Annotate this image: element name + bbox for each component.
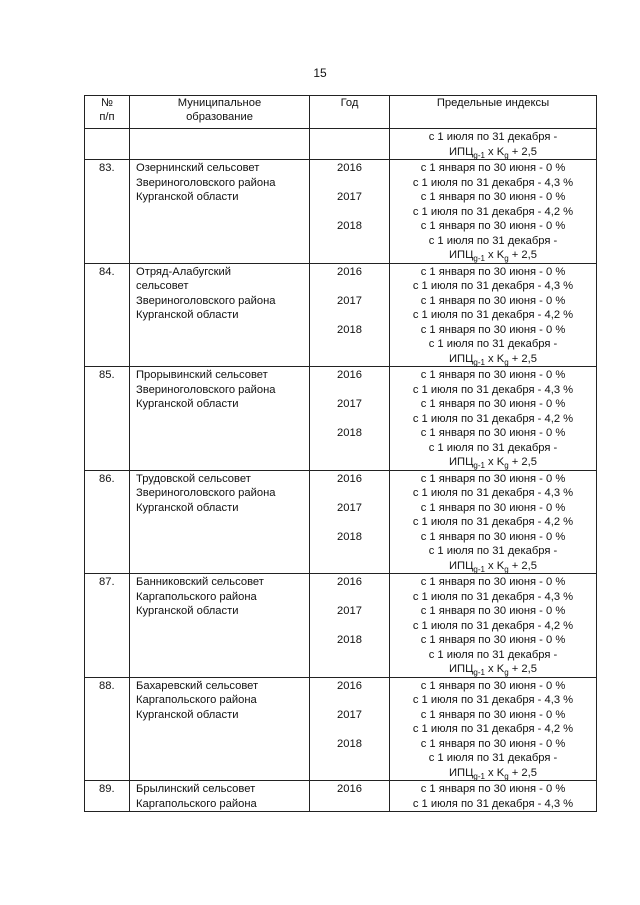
limit-line: с 1 июля по 31 декабря - 4,2 % <box>412 619 574 632</box>
header-municipality-line2: образование <box>186 111 253 123</box>
limit-line: с 1 июля по 31 декабря - <box>428 234 558 247</box>
limit-line: с 1 июля по 31 декабря - 4,2 % <box>412 412 574 425</box>
row-num: 85. <box>85 367 130 471</box>
limit-line: с 1 января по 30 июня - 0 % <box>420 191 566 203</box>
formula-k: x K <box>484 559 505 572</box>
year-value: 2016 <box>337 679 362 692</box>
formula-sub2: g <box>504 150 509 160</box>
municipality-line: Курганской области <box>136 309 239 321</box>
limit-line: с 1 июля по 31 декабря - 4,3 % <box>412 694 574 706</box>
row-municipality <box>130 470 310 574</box>
row-num: 83. <box>85 160 130 264</box>
row-num: 88. <box>85 677 130 781</box>
row-municipality <box>130 160 310 264</box>
row-num: 87. <box>85 574 130 678</box>
limit-formula <box>390 662 596 677</box>
header-num <box>85 96 130 129</box>
table-row <box>85 470 597 574</box>
limit-formula <box>390 455 596 470</box>
municipality-line: Звериноголовского района <box>136 383 276 396</box>
row-num: 86. <box>85 470 130 574</box>
municipality-line: Каргапольского района <box>136 694 257 706</box>
header-num-line1: № <box>100 97 113 109</box>
year-value: 2018 <box>337 530 362 543</box>
municipality-line: Отряд-Алабугский <box>136 265 232 278</box>
tariff-index-table <box>84 95 597 812</box>
table-row-last <box>85 781 597 812</box>
limit-line: с 1 июля по 31 декабря - <box>428 648 558 661</box>
limit-line: с 1 июля по 31 декабря - 4,2 % <box>412 516 574 528</box>
row-limits <box>390 263 597 367</box>
formula-plus: + 2,5 <box>508 766 537 779</box>
continuation-name <box>130 129 310 160</box>
row-limits <box>390 470 597 574</box>
formula-cpi: ИПЦ <box>449 559 474 572</box>
formula-sub: g-1 <box>473 461 485 470</box>
formula-k: x K <box>484 249 505 261</box>
limit-line: с 1 января по 30 июня - 0 % <box>420 427 566 439</box>
limit-formula <box>390 145 596 160</box>
municipality-line: Курганской области <box>136 501 239 514</box>
limit-line: с 1 января по 30 июня - 0 % <box>420 323 566 336</box>
formula-plus: + 2,5 <box>508 145 537 158</box>
row-years <box>310 470 390 574</box>
formula-plus: + 2,5 <box>508 559 537 572</box>
limit-formula <box>390 248 596 263</box>
row-num: 84. <box>85 263 130 367</box>
row-limits <box>390 160 597 264</box>
limit-line: с 1 июля по 31 декабря - <box>428 545 558 557</box>
formula-sub2: g <box>504 254 509 263</box>
limit-line: с 1 января по 30 июня - 0 % <box>420 634 566 646</box>
formula-cpi: ИПЦ <box>449 352 474 365</box>
formula-sub: g-1 <box>473 357 485 367</box>
year-value: 2018 <box>337 634 362 646</box>
municipality-line: Звериноголовского района <box>136 294 276 307</box>
limit-line: с 1 июля по 31 декабря - 4,3 % <box>412 176 574 189</box>
formula-sub: g-1 <box>473 668 485 677</box>
row-municipality <box>130 781 310 812</box>
header-num-line2: п/п <box>99 111 115 123</box>
formula-sub: g-1 <box>473 564 485 574</box>
continuation-limits <box>390 129 597 160</box>
limit-line: с 1 июля по 31 декабря - <box>428 131 558 143</box>
year-value: 2016 <box>337 783 362 795</box>
year-value: 2016 <box>337 369 362 381</box>
table-row <box>85 160 597 264</box>
continuation-num <box>85 129 130 160</box>
year-value: 2017 <box>337 501 362 514</box>
limit-line: с 1 июля по 31 декабря - 4,2 % <box>412 723 574 735</box>
limit-line: с 1 января по 30 июня - 0 % <box>420 501 566 514</box>
table-row <box>85 574 597 678</box>
year-value: 2017 <box>337 294 362 307</box>
header-year: Год <box>310 96 390 129</box>
table-row <box>85 677 597 781</box>
row-limits <box>390 367 597 471</box>
row-years <box>310 367 390 471</box>
limit-line: с 1 января по 30 июня - 0 % <box>420 679 566 692</box>
limit-formula <box>390 559 596 574</box>
municipality-line: Брылинский сельсовет <box>136 783 256 795</box>
year-value: 2018 <box>337 323 362 336</box>
limit-line: с 1 января по 30 июня - 0 % <box>420 737 566 750</box>
limit-line: с 1 января по 30 июня - 0 % <box>420 265 566 278</box>
limit-line: с 1 июля по 31 декабря - <box>428 338 558 350</box>
year-value: 2016 <box>337 472 362 485</box>
table-header-row <box>85 96 597 129</box>
limit-line: с 1 июля по 31 декабря - <box>428 441 558 454</box>
limit-line: с 1 января по 30 июня - 0 % <box>420 398 566 410</box>
municipality-line: Курганской области <box>136 708 239 721</box>
limit-line: с 1 июля по 31 декабря - 4,3 % <box>412 590 574 603</box>
municipality-line: Каргапольского района <box>136 590 257 603</box>
municipality-line: Курганской области <box>136 398 239 410</box>
limit-line: с 1 января по 30 июня - 0 % <box>420 708 566 721</box>
municipality-line: Звериноголовского района <box>136 487 276 499</box>
row-years <box>310 263 390 367</box>
limit-line: с 1 июля по 31 декабря - 4,3 % <box>412 487 574 499</box>
year-value: 2016 <box>337 576 362 588</box>
formula-sub2: g <box>504 771 509 781</box>
row-years <box>310 574 390 678</box>
formula-cpi: ИПЦ <box>449 456 474 468</box>
municipality-line: Курганской области <box>136 191 239 203</box>
limit-line: с 1 января по 30 июня - 0 % <box>420 369 566 381</box>
formula-sub2: g <box>504 668 509 677</box>
limit-line: с 1 января по 30 июня - 0 % <box>420 294 566 307</box>
municipality-line: Курганской области <box>136 605 239 617</box>
formula-plus: + 2,5 <box>508 249 537 261</box>
row-municipality <box>130 677 310 781</box>
limit-formula <box>390 766 596 781</box>
formula-k: x K <box>484 352 505 365</box>
formula-sub: g-1 <box>473 254 485 263</box>
formula-k: x K <box>484 145 505 158</box>
continuation-year <box>310 129 390 160</box>
formula-k: x K <box>484 766 505 779</box>
limit-line: с 1 июля по 31 декабря - <box>428 752 558 764</box>
row-limits <box>390 677 597 781</box>
formula-sub: g-1 <box>473 771 485 781</box>
municipality-line: Каргапольского района <box>136 797 257 810</box>
limit-line: с 1 января по 30 июня - 0 % <box>420 576 566 588</box>
formula-plus: + 2,5 <box>508 352 537 365</box>
municipality-line: Трудовской сельсовет <box>136 472 251 485</box>
row-municipality <box>130 367 310 471</box>
limit-formula <box>390 352 596 367</box>
limit-line: с 1 июля по 31 декабря - 4,3 % <box>412 797 574 810</box>
formula-sub2: g <box>504 461 509 470</box>
formula-cpi: ИПЦ <box>449 766 474 779</box>
header-municipality <box>130 96 310 129</box>
formula-sub: g-1 <box>473 150 485 160</box>
limit-line: с 1 июля по 31 декабря - 4,2 % <box>412 205 574 218</box>
year-value: 2017 <box>337 398 362 410</box>
year-value: 2017 <box>337 605 362 617</box>
year-value: 2017 <box>337 708 362 721</box>
municipality-line: Звериноголовского района <box>136 176 276 189</box>
limit-line: с 1 июля по 31 декабря - 4,2 % <box>412 309 574 321</box>
year-value: 2017 <box>337 191 362 203</box>
year-value: 2016 <box>337 162 362 174</box>
row-limits <box>390 574 597 678</box>
row-years <box>310 160 390 264</box>
formula-cpi: ИПЦ <box>449 249 474 261</box>
limit-line: с 1 января по 30 июня - 0 % <box>420 220 566 232</box>
table-row <box>85 367 597 471</box>
row-num: 89. <box>85 781 130 812</box>
row-limits <box>390 781 597 812</box>
header-municipality-line1: Муниципальное <box>177 97 262 109</box>
formula-cpi: ИПЦ <box>449 145 474 158</box>
formula-sub2: g <box>504 357 509 367</box>
continuation-row <box>85 129 597 160</box>
formula-cpi: ИПЦ <box>449 663 474 675</box>
header-limits: Предельные индексы <box>390 96 597 129</box>
municipality-line: сельсовет <box>136 280 189 292</box>
limit-line: с 1 января по 30 июня - 0 % <box>420 530 566 543</box>
limit-line: с 1 июля по 31 декабря - 4,3 % <box>412 383 574 396</box>
limit-line: с 1 января по 30 июня - 0 % <box>420 162 566 174</box>
limit-line: с 1 января по 30 июня - 0 % <box>420 472 566 485</box>
year-value: 2016 <box>337 265 362 278</box>
formula-plus: + 2,5 <box>508 663 537 675</box>
formula-k: x K <box>484 663 505 675</box>
formula-plus: + 2,5 <box>508 456 537 468</box>
formula-k: x K <box>484 456 505 468</box>
row-municipality <box>130 263 310 367</box>
row-municipality <box>130 574 310 678</box>
municipality-line: Озернинский сельсовет <box>136 162 260 174</box>
limit-line: с 1 июля по 31 декабря - 4,3 % <box>412 280 574 292</box>
municipality-line: Бахаревский сельсовет <box>136 679 259 692</box>
page-number: 15 <box>313 66 327 80</box>
formula-sub2: g <box>504 564 509 574</box>
table-row <box>85 263 597 367</box>
limit-line: с 1 января по 30 июня - 0 % <box>420 605 566 617</box>
year-value: 2018 <box>337 737 362 750</box>
municipality-line: Банниковский сельсовет <box>136 576 264 588</box>
municipality-line: Прорывинский сельсовет <box>136 369 268 381</box>
year-value: 2018 <box>337 220 362 232</box>
row-years <box>310 781 390 812</box>
row-years <box>310 677 390 781</box>
year-value: 2018 <box>337 427 362 439</box>
limit-line: с 1 января по 30 июня - 0 % <box>420 783 566 795</box>
